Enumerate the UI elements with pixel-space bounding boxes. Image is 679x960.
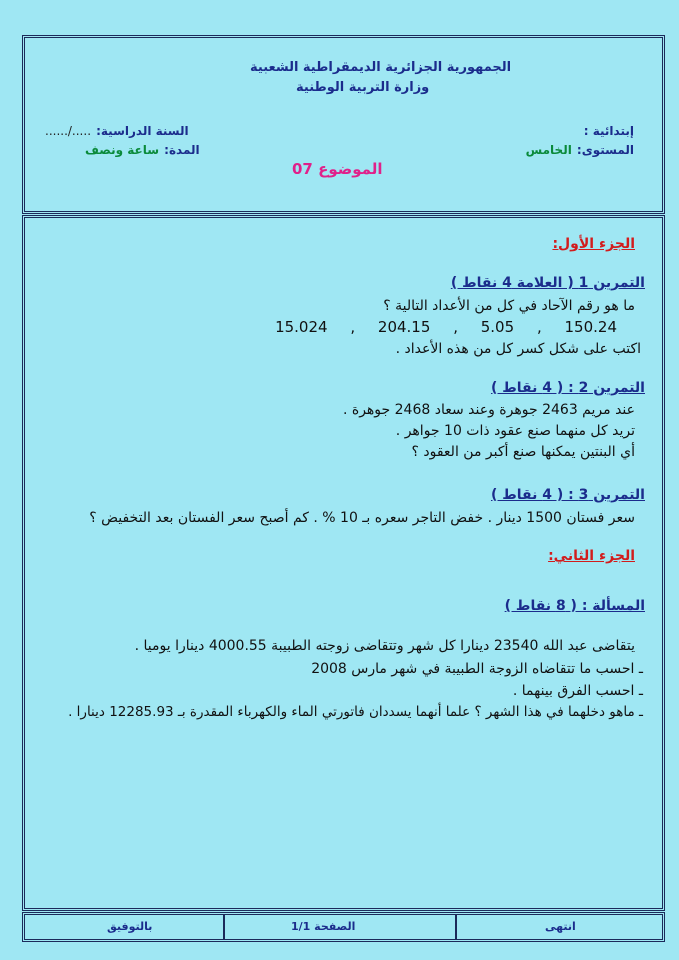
ex2-line1: عند مريم 2463 جوهرة وعند سعاد 2468 جوهرة . (342, 402, 635, 418)
footer-end: انتهى (545, 920, 576, 933)
footer-luck: بالتوفيق (107, 920, 153, 933)
year-field (45, 120, 189, 139)
problem-line4: ـ ماهو دخلهما في هذا الشهر ؟ علما أنهما يسددان فاتورتي الماء والكهرباء المقدرة بـ 12285.93 دينارا . (68, 704, 643, 720)
ex1-question1: ما هو رقم الآحاد في كل من الأعداد التالية ؟ (383, 298, 635, 314)
republic-title: الجمهورية الجزائرية الديمقراطية الشعبية (250, 60, 512, 75)
separator: , (350, 318, 356, 336)
school-label: إبتدائية : (583, 124, 634, 138)
footer-page: الصفحة 1/1 (291, 920, 356, 933)
duration-value: ساعة ونصف (85, 143, 160, 157)
ex2-line3: أي البنتين يمكنها صنع أكبر من العقود ؟ (411, 444, 635, 460)
problem-line2: ـ احسب ما تتقاضاه الزوجة الطبيبة في شهر مارس 2008 (311, 661, 643, 677)
number-2: 5.05 (480, 318, 515, 336)
ex1-title: التمرين 1 ( العلامة 4 نقاط ) (450, 275, 645, 291)
separator: , (536, 318, 542, 336)
ex3-line1: سعر فستان 1500 دينار . خفض التاجر سعره بـ 10 % . كم أصبح سعر الفستان بعد التخفيض ؟ (89, 510, 635, 526)
problem-line1: يتقاضى عبد الله 23540 دينارا كل شهر وتتقاضى زوجته الطبيبة 4000.55 دينارا يوميا . (134, 638, 635, 654)
duration-label: المدة: (164, 143, 200, 157)
footer-divider (223, 915, 225, 939)
year-value: ...../...... (45, 124, 92, 138)
separator: , (453, 318, 458, 336)
year-label: السنة الدراسية: (96, 124, 189, 138)
number-4: 15.024 (275, 318, 328, 336)
number-1: 150.24 (564, 318, 617, 336)
subject-title: الموضوع 07 (292, 160, 383, 178)
level-value: الخامس (525, 143, 572, 157)
ex1-numbers (275, 318, 617, 336)
footer-frame (22, 912, 665, 942)
problem-title: المسألة : ( 8 نقاط ) (504, 598, 645, 614)
school-field (584, 120, 634, 139)
ex1-question2: اكتب على شكل كسر كل من هذه الأعداد . (395, 341, 641, 357)
level-field (526, 139, 634, 158)
level-label: المستوى: (576, 143, 634, 157)
part2-title: الجزء الثاني: (548, 548, 635, 564)
ex3-title: التمرين 3 : ( 4 نقاط ) (490, 487, 645, 503)
ex2-title: التمرين 2 : ( 4 نقاط ) (490, 380, 645, 396)
number-3: 204.15 (377, 318, 431, 336)
problem-line3: ـ احسب الفرق بينهما . (512, 683, 643, 699)
footer-divider (455, 915, 457, 939)
ministry-title: وزارة التربية الوطنية (296, 80, 430, 95)
ex2-line2: تريد كل منهما صنع عقود ذات 10 جواهر . (395, 423, 635, 439)
duration-field (85, 139, 200, 158)
part1-title: الجزء الأول: (552, 236, 635, 252)
